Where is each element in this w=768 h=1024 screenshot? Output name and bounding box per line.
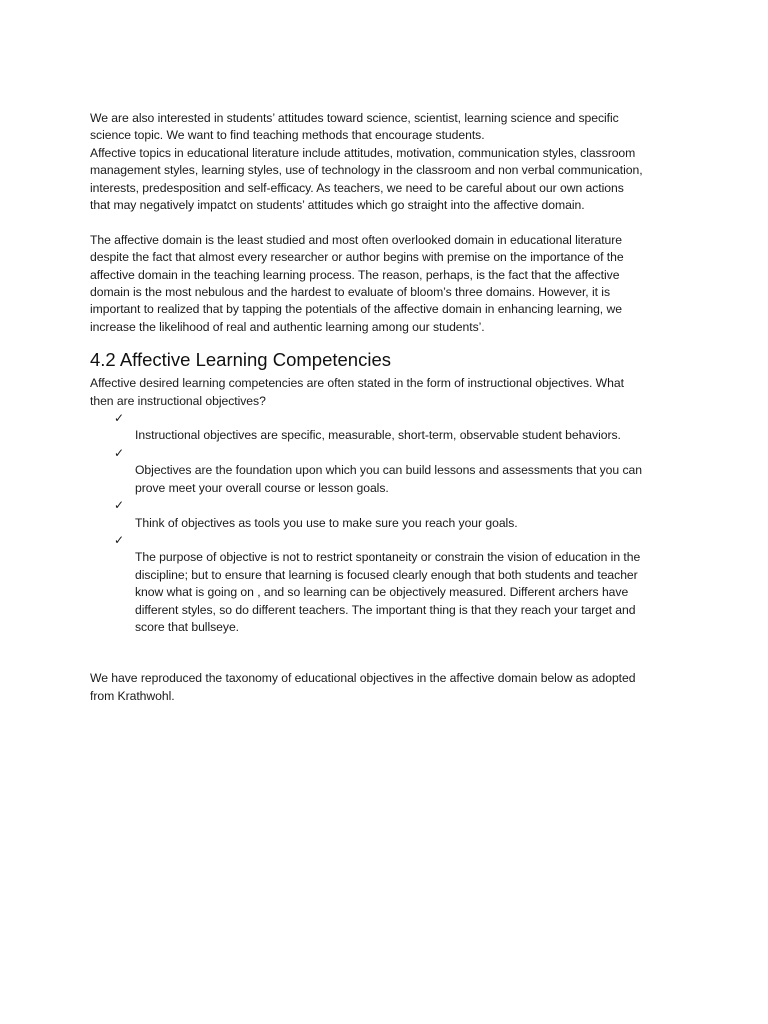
checklist-item: [90, 532, 682, 636]
section-intro: Affective desired learning competencies are often stated in the form of instructional objectives. What then are instructional objectives?: [90, 376, 624, 408]
paragraph-affective-domain: The affective domain is the least studied and most often overlooked domain in educational literature despite the fact that almost every researcher or author begins with premise on the importance of the affective domain in the teaching learning process. The reason, perhaps, is the fact that the affective domain is the most nebulous and the hardest to evaluate of bloom’s three domains. However, it is important to realized that by tapping the potentials of the affective domain in enhancing learning, we increase the likelihood of real and authentic learning among our students’.: [90, 232, 624, 334]
paragraph-affective-topics: Affective topics in educational literature include attitudes, motivation, communication styles, classroom management styles, learning styles, use of technology in the classroom and non verbal communication, interests, predesposition and self-efficacy. As teachers, we need to be careful about our own actions that may negatively impatct on students’ attitudes which go straight into the affective domain.: [90, 145, 643, 213]
checkmark-icon: ✓: [114, 445, 125, 460]
checklist-item: [90, 410, 682, 445]
section-gap: [90, 636, 682, 670]
section-heading: 4.2 Affective Learning Competencies: [90, 349, 391, 371]
checklist-item-text: Instructional objectives are specific, measurable, short-term, observable student behaviors.: [135, 428, 621, 443]
checkmark-icon: ✓: [114, 498, 125, 513]
checkmark-icon: ✓: [114, 532, 125, 547]
checklist-item: [90, 445, 682, 497]
checklist-item-text: Objectives are the foundation upon which you can build lessons and assessments that you can prove meet your overall course or lesson goals.: [135, 463, 642, 495]
checklist-item: [90, 497, 682, 532]
paragraph-attitudes-intro: We are also interested in students’ attitudes toward science, scientist, learning science and specific science topic. We want to find teaching methods that encourage students.: [90, 111, 619, 143]
checklist-item-text: Think of objectives as tools you use to make sure you reach your goals.: [135, 515, 518, 530]
checklist-item-text: The purpose of objective is not to restrict spontaneity or constrain the vision of education in the discipline; but to ensure that learning is focused clearly enough that both students and teacher know what is going on , and so learning can be objectively measured. Different archers have different styles, so do different teachers. The important thing is that they reach your target and score that bullseye.: [135, 550, 641, 634]
paragraph-closing: We have reproduced the taxonomy of educational objectives in the affective domain below as adopted from Krathwohl.: [90, 671, 636, 703]
document-body: [90, 110, 682, 705]
paragraph-gap: [90, 214, 682, 231]
checkmark-icon: ✓: [114, 411, 125, 426]
objectives-checklist: [90, 410, 682, 636]
